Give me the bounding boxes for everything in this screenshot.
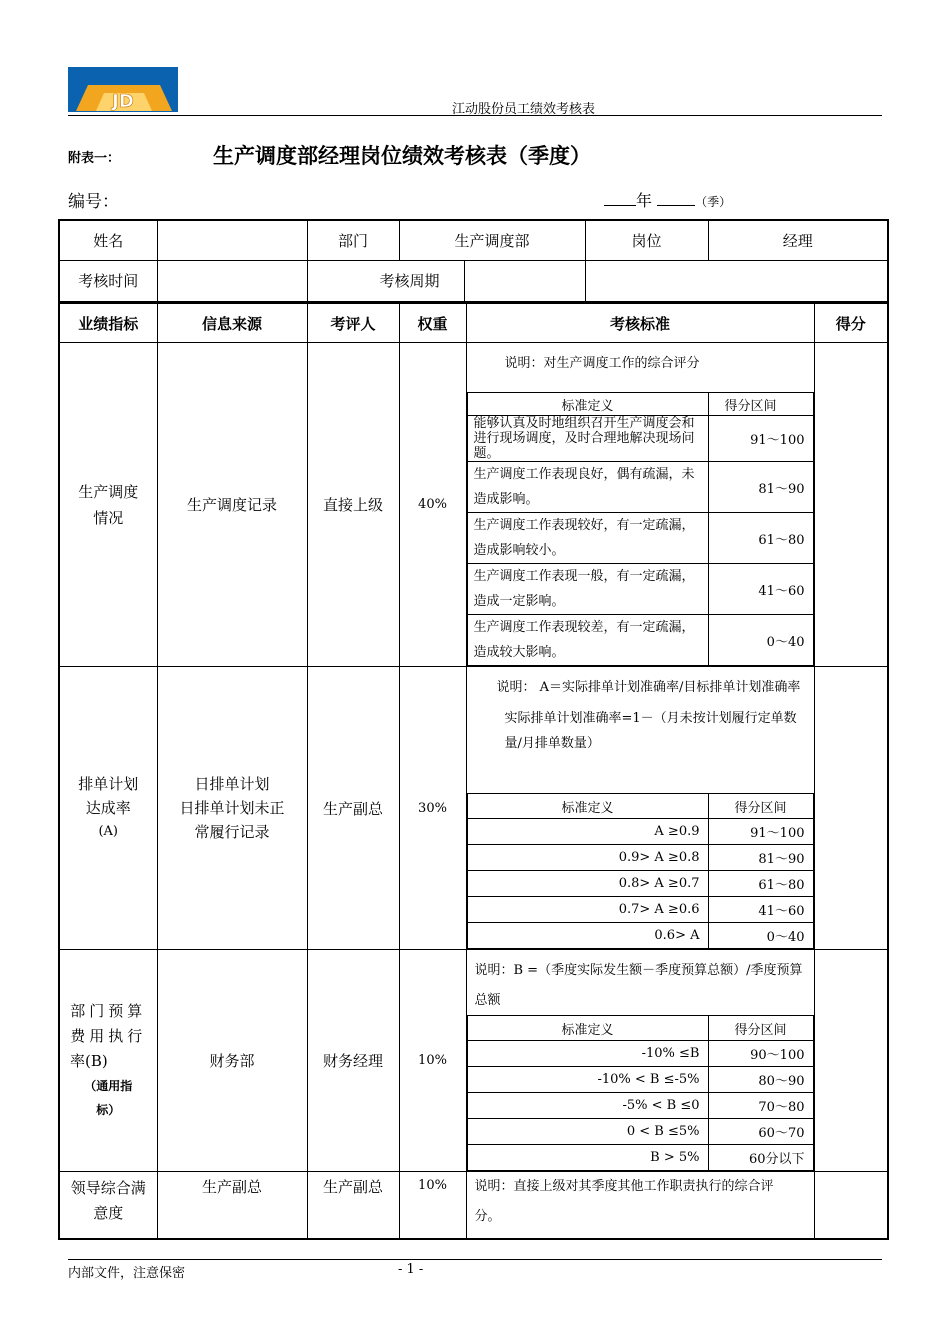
standard-condition: 0.6> A xyxy=(467,923,708,949)
indicator-cell: 部门预算 费用执行 率(B) （通用指标） xyxy=(59,950,157,1172)
season-blank[interactable] xyxy=(657,191,695,206)
assessor-cell: 直接上级 xyxy=(307,343,399,667)
season-suffix: （季） xyxy=(695,195,732,209)
score-range: 80～90 xyxy=(708,1067,813,1093)
standard-def: 生产调度工作表现较差，有一定疏漏，造成较大影响。 xyxy=(467,615,708,666)
year-blank[interactable] xyxy=(604,191,636,206)
time-label: 考核时间 xyxy=(59,260,157,302)
standard-condition: -10% ≤B xyxy=(467,1041,708,1067)
col-weight: 权重 xyxy=(399,303,466,343)
page-title: 生产调度部经理岗位绩效考核表（季度） xyxy=(213,144,591,168)
indicator-note: （通用指标） xyxy=(84,1079,133,1117)
criteria-cell xyxy=(466,950,814,1172)
criteria-description: 说明：B =（季度实际发生额－季度预算总额）/季度预算总额 xyxy=(474,963,803,1008)
page-number: - 1 - xyxy=(398,1262,424,1277)
logo-graphic xyxy=(68,67,178,112)
score-cell[interactable] xyxy=(814,1172,888,1240)
score-cell[interactable] xyxy=(814,343,888,667)
range-header: 得分区间 xyxy=(708,794,813,819)
standard-condition: -10% < B ≤-5% xyxy=(467,1067,708,1093)
assessor-cell: 生产副总 xyxy=(307,667,399,950)
dept-label: 部门 xyxy=(307,220,399,260)
criteria-description: 说明：对生产调度工作的综合评分 xyxy=(504,356,700,371)
score-range: 41～60 xyxy=(708,564,813,615)
header-divider xyxy=(68,115,882,116)
company-logo xyxy=(68,67,178,112)
score-cell[interactable] xyxy=(814,667,888,950)
score-range: 70～80 xyxy=(708,1093,813,1119)
year-suffix: 年 xyxy=(636,191,653,210)
weight-cell: 40% xyxy=(399,343,466,667)
post-value: 经理 xyxy=(708,220,888,260)
standards-table xyxy=(467,793,814,949)
score-range: 91～100 xyxy=(708,819,813,845)
logo-text: JD xyxy=(112,91,134,112)
criteria-description: 说明： A＝实际排单计划准确率/目标排单计划准确率 实际排单计划准确率=1－（月未按计划履行定单数量/月排单数量） xyxy=(496,680,801,751)
score-range: 60～70 xyxy=(708,1119,813,1145)
col-score: 得分 xyxy=(814,303,888,343)
score-range: 61～80 xyxy=(708,871,813,897)
footer-confidential: 内部文件，注意保密 xyxy=(68,1266,186,1281)
score-range: 61～80 xyxy=(708,513,813,564)
standard-condition: 0.9> A ≥0.8 xyxy=(467,845,708,871)
assessment-table xyxy=(58,302,889,1240)
post-label: 岗位 xyxy=(585,220,708,260)
weight-cell: 10% xyxy=(399,1172,466,1240)
range-header: 得分区间 xyxy=(708,1016,813,1041)
table-row xyxy=(59,667,888,950)
dept-value: 生产调度部 xyxy=(399,220,585,260)
indicator-cell: 领导综合满意度 xyxy=(59,1172,157,1240)
standard-condition: 0 < B ≤5% xyxy=(467,1119,708,1145)
name-value[interactable] xyxy=(157,220,307,260)
score-range: 60分以下 xyxy=(708,1145,813,1171)
standard-def-header: 标准定义 xyxy=(467,1016,708,1041)
score-range: 0～40 xyxy=(708,615,813,666)
cycle-value[interactable] xyxy=(585,260,888,302)
footer-divider xyxy=(68,1259,882,1260)
standard-def-header: 标准定义 xyxy=(467,794,708,819)
standard-condition: B > 5% xyxy=(467,1145,708,1171)
indicator-cell: 生产调度情况 xyxy=(59,343,157,667)
header-title: 江动股份员工绩效考核表 xyxy=(452,102,596,117)
standard-condition: 0.8> A ≥0.7 xyxy=(467,871,708,897)
standard-def: 生产调度工作表现良好，偶有疏漏，未造成影响。 xyxy=(467,462,708,513)
col-indicator: 业绩指标 xyxy=(59,303,157,343)
table-row xyxy=(59,1172,888,1240)
weight-cell: 10% xyxy=(399,950,466,1172)
standard-def: 能够认真及时地组织召开生产调度会和进行现场调度，及时合理地解决现场问题。 xyxy=(467,416,708,462)
assessor-cell: 财务经理 xyxy=(307,950,399,1172)
score-range: 81～90 xyxy=(708,845,813,871)
criteria-description: 说明：直接上级对其季度其他工作职责执行的综合评分。 xyxy=(474,1179,774,1224)
info-table xyxy=(58,219,889,303)
score-range: 81～90 xyxy=(708,462,813,513)
indicator-cell: 排单计划 达成率 (A) xyxy=(59,667,157,950)
criteria-cell xyxy=(466,1172,814,1240)
time-value[interactable] xyxy=(157,260,307,302)
criteria-cell xyxy=(466,667,814,950)
name-label: 姓名 xyxy=(59,220,157,260)
source-cell: 财务部 xyxy=(157,950,307,1172)
col-source: 信息来源 xyxy=(157,303,307,343)
source-cell: 生产调度记录 xyxy=(157,343,307,667)
score-cell[interactable] xyxy=(814,950,888,1172)
range-header: 得分区间 xyxy=(708,393,813,416)
standard-condition: -5% < B ≤0 xyxy=(467,1093,708,1119)
table-row xyxy=(59,343,888,667)
col-assessor: 考评人 xyxy=(307,303,399,343)
standard-def: 生产调度工作表现一般，有一定疏漏，造成一定影响。 xyxy=(467,564,708,615)
cycle-label xyxy=(307,260,585,302)
annex-label: 附表一： xyxy=(68,151,121,166)
standards-table xyxy=(467,392,814,666)
number-label: 编号： xyxy=(68,192,119,212)
standard-def-header: 标准定义 xyxy=(467,393,708,416)
standard-condition: A ≥0.9 xyxy=(467,819,708,845)
score-range: 41～60 xyxy=(708,897,813,923)
assessor-cell: 生产副总 xyxy=(307,1172,399,1240)
standard-condition: 0.7> A ≥0.6 xyxy=(467,897,708,923)
period-field xyxy=(604,188,731,211)
cycle-label-text: 考核周期 xyxy=(356,261,465,301)
standard-def: 生产调度工作表现较好，有一定疏漏，造成影响较小。 xyxy=(467,513,708,564)
col-criteria: 考核标准 xyxy=(466,303,814,343)
source-cell: 生产副总 xyxy=(157,1172,307,1240)
standards-table xyxy=(467,1015,814,1171)
criteria-cell xyxy=(466,343,814,667)
source-cell: 日排单计划 日排单计划未正 常履行记录 xyxy=(157,667,307,950)
score-range: 90～100 xyxy=(708,1041,813,1067)
weight-cell: 30% xyxy=(399,667,466,950)
table-row xyxy=(59,950,888,1172)
score-range: 91～100 xyxy=(708,416,813,462)
score-range: 0～40 xyxy=(708,923,813,949)
